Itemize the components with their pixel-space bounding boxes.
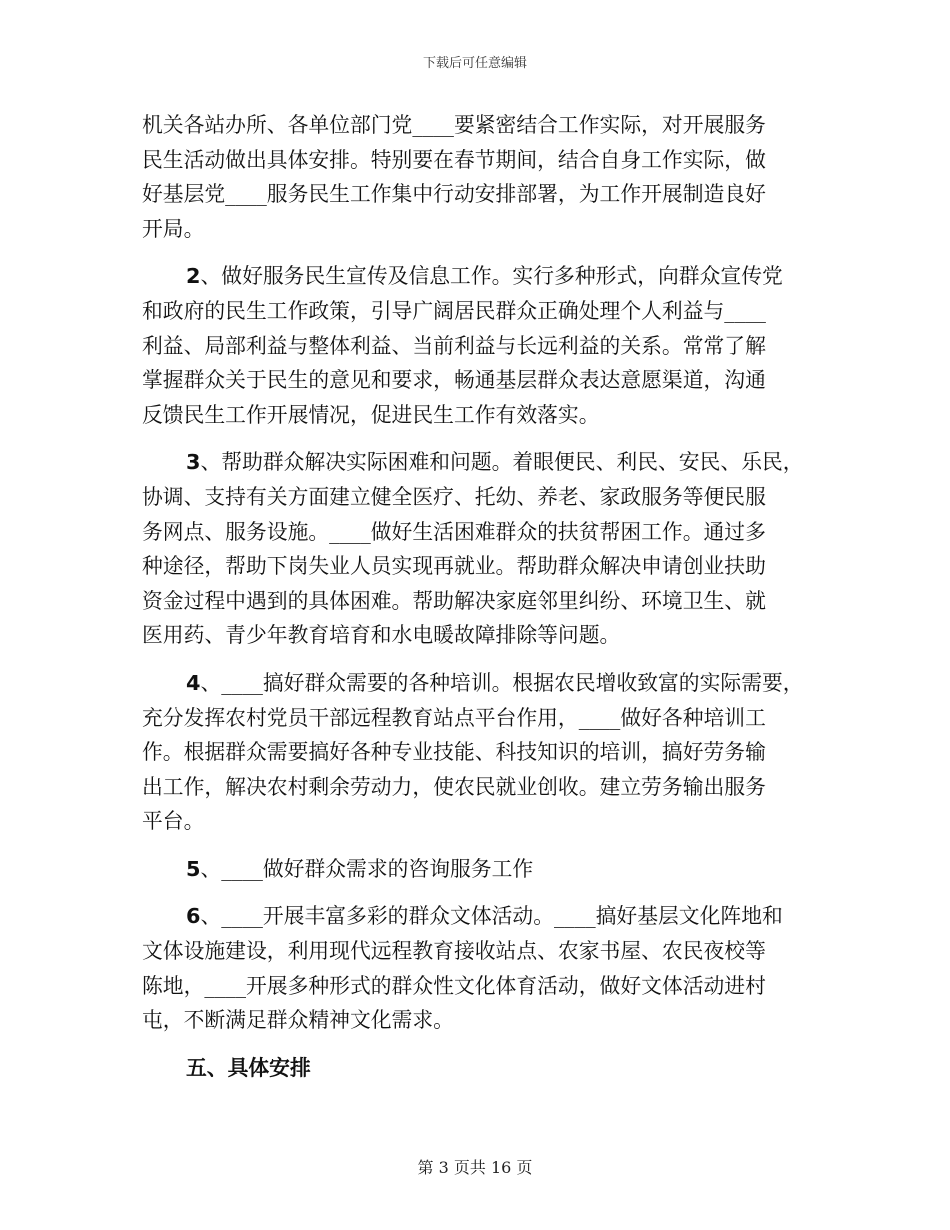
text-line: 资金过程中遇到的具体困难。帮助解决家庭邻里纠纷、环境卫生、就: [142, 588, 766, 613]
text-line: 陈地，____开展多种形式的群众性文化体育活动，做好文体活动进村: [142, 973, 766, 998]
text-line: [142, 666, 814, 701]
text-line: 屯，不断满足群众精神文化需求。: [142, 1008, 454, 1033]
text-line: 开局。: [142, 216, 205, 241]
text-line: 出工作，解决农村剩余劳动力，使农民就业创收。建立劳务输出服务: [142, 774, 766, 799]
item-number: 5: [186, 856, 201, 881]
text-span: 、____搞好群众需要的各种培训。根据农民增收致富的实际需要，: [200, 670, 804, 695]
text-line: 文体设施建设，利用现代远程教育接收站点、农家书屋、农民夜校等: [142, 939, 766, 964]
text-line: 反馈民生工作开展情况，促进民生工作有效落实。: [142, 402, 600, 427]
text-line: [142, 852, 814, 887]
text-span: 、____做好群众需求的咨询服务工作: [200, 856, 534, 881]
text-span: 、帮助群众解决实际困难和问题。着眼便民、利民、安民、乐民，: [200, 450, 804, 475]
item-number: 6: [186, 904, 201, 929]
page-header: 下载后可任意编辑: [422, 56, 527, 71]
page-footer: 第 3 页共 16 页: [417, 1158, 533, 1177]
text-line: [142, 899, 814, 934]
text-span: 、____开展丰富多彩的群众文体活动。____搞好基层文化阵地和: [200, 904, 783, 929]
text-line: [142, 445, 814, 480]
item-number: 3: [186, 450, 201, 475]
text-line: 和政府的民生工作政策，引导广阔居民群众正确处理个人利益与____: [142, 298, 766, 323]
text-line: 平台。: [142, 809, 205, 834]
text-line: 医用药、青少年教育培育和水电暖故障排除等问题。: [142, 623, 621, 648]
paragraph-item-5: [142, 852, 814, 887]
text-line: 利益、局部利益与整体利益、当前利益与长远利益的关系。常常了解: [142, 333, 766, 358]
paragraph-item-2: [142, 259, 814, 432]
paragraph-item-3: [142, 445, 814, 653]
text-line: 务网点、服务设施。____做好生活困难群众的扶贫帮困工作。通过多: [142, 519, 766, 544]
text-line: 民生活动做出具体安排。特别要在春节期间，结合自身工作实际，做: [142, 147, 766, 172]
item-number: 2: [186, 264, 201, 289]
text-line: 充分发挥农村党员干部远程教育站点平台作用，____做好各种培训工: [142, 705, 766, 730]
text-line: [142, 259, 814, 294]
text-line: 机关各站办所、各单位部门党____要紧密结合工作实际，对开展服务: [142, 113, 766, 137]
paragraph-item-6: [142, 899, 814, 1037]
section-heading: 五、具体安排: [186, 1055, 311, 1080]
text-line: 作。根据群众需要搞好各种专业技能、科技知识的培训，搞好劳务输: [142, 740, 766, 765]
text-line: 协调、支持有关方面建立健全医疗、托幼、养老、家政服务等便民服: [142, 484, 766, 509]
text-line: 掌握群众关于民生的意见和要求，畅通基层群众表达意愿渠道，沟通: [142, 368, 766, 393]
paragraph-item-4: [142, 666, 814, 839]
paragraph-intro: [142, 108, 814, 246]
text-line: 好基层党____服务民生工作集中行动安排部署，为工作开展制造良好: [142, 182, 766, 207]
text-span: 、做好服务民生宣传及信息工作。实行多种形式，向群众宣传党: [200, 264, 783, 289]
document-body: [142, 108, 814, 1085]
text-line: 种途径，帮助下岗失业人员实现再就业。帮助群众解决申请创业扶助: [142, 554, 766, 579]
item-number: 4: [186, 670, 201, 695]
